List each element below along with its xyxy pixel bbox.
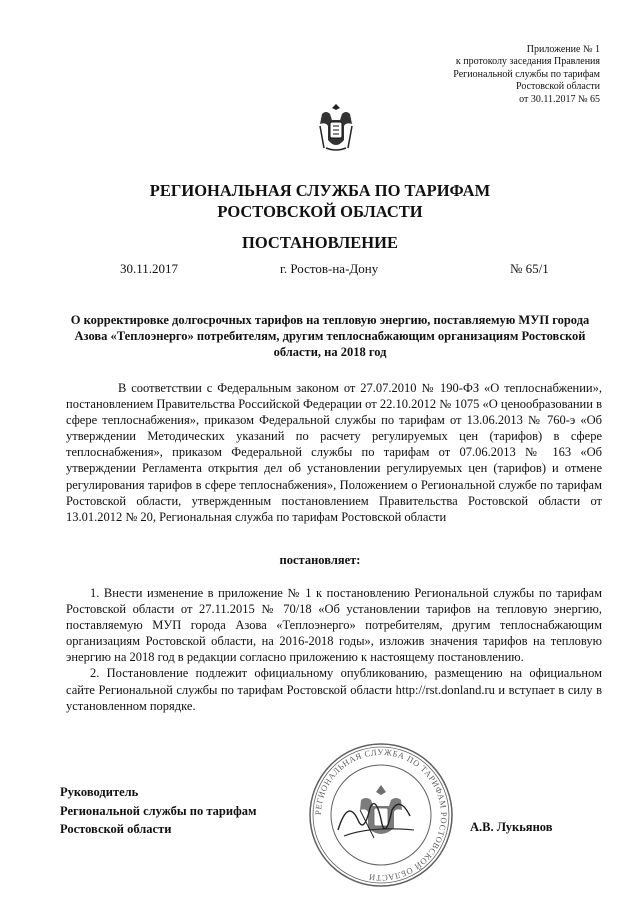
document-type: ПОСТАНОВЛЕНИЕ — [242, 233, 398, 252]
document-city: г. Ростов-на-Дону — [280, 261, 379, 276]
signature-block — [60, 783, 256, 839]
preamble-text: В соответствии с Федеральным законом от 27.07.2010 № 190-ФЗ «О теплоснабжении», постановлением Правительства Российской Федерации от 22.10.2012 № 1075 «О ценообразовании в сфере теплоснабжения», приказом Федеральной службы по тарифам от 13.06.2013 № 760-э «Об утверждении Методических указаний по расчету регулируемых цен (тарифов) в сфере теплоснабжения», приказом Федеральной службы по тарифам от 07.06.2013 № 163 «Об утверждении Регламента открытия дел об установлении регулируемых цен (тарифов) и отмене регулирования тарифов в сфере теплоснабжения», Положением о Региональной службе по тарифам Ростовской области, утвержденным постановлением Правительства Ростовской области от 13.01.2012 № 20, Региональная служба по тарифам Ростовской области — [66, 381, 602, 524]
document-subject: О корректировке долгосрочных тарифов на тепловую энергию, поставляемую МУП города Азова «Теплоэнерго» потребителям, другим теплоснабжающим организациям Ростовской области, на 2018 год — [70, 313, 590, 359]
document-date: 30.11.2017 — [120, 261, 179, 276]
appendix-line: к протоколу заседания Правления — [455, 56, 600, 68]
handwritten-signature-icon — [330, 790, 420, 846]
agency-title-line: РОСТОВСКОЙ ОБЛАСТИ — [217, 202, 423, 221]
appendix-line: Приложение № 1 — [526, 44, 600, 55]
appendix-line: от 30.11.2017 № 65 — [519, 93, 600, 105]
agency-title-line: РЕГИОНАЛЬНАЯ СЛУЖБА ПО ТАРИФАМ — [149, 181, 491, 200]
signature-title-line: Ростовской области — [60, 822, 172, 836]
resolution-item: 1. Внести изменение в приложение № 1 к постановлению Региональной службы по тарифам Ростовской области от 27.11.2015 № 70/18 «Об установлении тарифов на тепловую энергию, поставляемую МУП города Азова «Теплоэнерго» потребителям, другим теплоснабжающим организациям Ростовской области, на 2016-2018 годы», изложив значения тарифов на тепловую энергию на 2018 год в редакции согласно приложению к настоящему постановлению. — [66, 586, 602, 665]
signer-name: А.В. Лукьянов — [470, 820, 553, 834]
resolution-items — [66, 585, 602, 714]
signature-title-line: Региональной службы по тарифам — [60, 803, 257, 818]
resolution-item: 2. Постановление подлежит официальному опубликованию, размещению на официальном сайте Региональной службы по тарифам Ростовской области http://rst.donland.ru и вступает в силу в установленном порядке. — [66, 666, 602, 713]
document-number: № 65/1 — [510, 261, 549, 276]
seal-text: РЕГИОНАЛЬНАЯ СЛУЖБА ПО ТАРИФАМ РОСТОВСКОЙ ОБЛАСТИ — [312, 746, 450, 884]
appendix-line: Ростовской области — [516, 81, 600, 93]
appendix-line: Региональной службы по тарифам — [453, 68, 600, 80]
agency-title — [0, 180, 640, 222]
preamble-paragraph — [66, 380, 602, 525]
signature-title-line: Руководитель — [60, 785, 139, 799]
appendix-note — [453, 44, 600, 106]
resolves-heading: постановляет: — [279, 553, 361, 567]
coat-of-arms-icon — [316, 100, 356, 154]
